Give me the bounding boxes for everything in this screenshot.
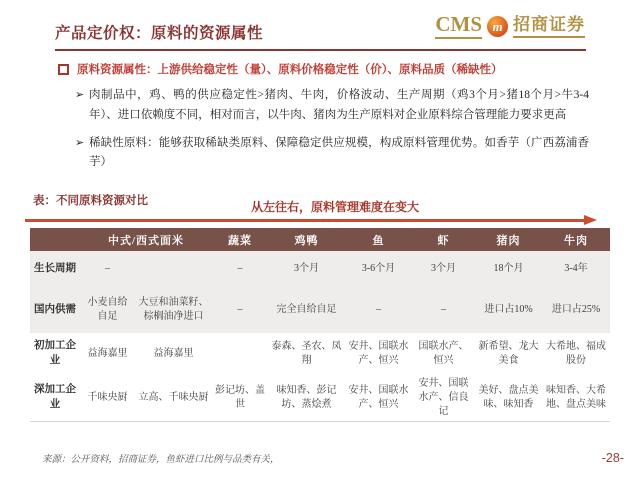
table-cell: – [345, 287, 412, 333]
arrow-line [25, 219, 584, 222]
page-title: 产品定价权：原料的资源属性 [55, 25, 264, 42]
page-number: -28- [601, 451, 624, 465]
sub-bullet-scarce-text: 稀缺性原料：能够获取稀缺类原料、保障稳定供应规模，构成原料管理优势。如香芋（广西荔浦香芋） [89, 136, 589, 169]
table-cell: 安井、国联水产、信良记 [412, 375, 475, 422]
column-header-shrimp: 虾 [412, 228, 475, 251]
table-cell: 完全自给自足 [268, 287, 345, 333]
column-header-noodles: 中式/西式面米 [80, 228, 212, 251]
table-cell: 安井、国联水产、恒兴 [348, 341, 409, 366]
column-header-blank [30, 228, 80, 251]
sub-bullet-meat [75, 86, 589, 126]
table-cell: 小麦自给自足 [80, 287, 135, 333]
table-cell: 泰森、圣农、凤翔 [271, 341, 342, 366]
arrow-bullet-icon: ➢ [75, 136, 85, 149]
table-cell: 味知香、彭记坊、蒸烩煮 [268, 375, 345, 422]
table-cell: – [212, 251, 268, 287]
main-bullet [57, 62, 589, 78]
difficulty-arrow [25, 215, 597, 226]
table-cell: 大希地、福成股份 [546, 341, 606, 366]
row-label: 国内供需 [30, 287, 80, 333]
table-caption: 表：不同原料资源对比 [33, 195, 148, 207]
square-bullet-icon [58, 64, 69, 75]
table-cell: 彭记坊、盖世 [212, 375, 268, 422]
sub-bullet-meat-text: 肉制品中，鸡、鸭的供应稳定性>猪肉、牛肉，价格波动、生产周期（鸡3个月>猪18个月>牛3-4年）、进口依赖度不同，相对而言，以牛肉、猪肉为生产原料对企业原料综合管理能力要求更高 [89, 89, 589, 121]
table-cell: 3个月 [268, 251, 345, 287]
difficulty-arrow-label: 从左往右，原料管理难度在变大 [250, 200, 419, 214]
table-cell [212, 333, 268, 375]
table-cell: 益海嘉里 [153, 348, 194, 359]
column-header-beef: 牛肉 [542, 228, 610, 251]
row-label: 初加工企业 [34, 340, 76, 366]
table-cell [135, 251, 212, 287]
column-header-poultry: 鸡鸭 [268, 228, 345, 251]
table-cell: 3-6个月 [345, 251, 412, 287]
table-cell: – [412, 287, 475, 333]
main-bullet-text: 原料资源属性：上游供给稳定性（量）、原料价格稳定性（价）、原料品质（稀缺性） [77, 64, 503, 76]
row-label: 深加工企业 [30, 375, 80, 422]
table-cell: 千味央厨 [80, 375, 135, 422]
table-cell: 新希望、龙大美食 [478, 341, 539, 366]
table-cell: 3-4年 [542, 251, 610, 287]
table-row-primary-processors [30, 333, 610, 375]
table-header-row [30, 228, 610, 251]
table-row-deep-processors [30, 375, 610, 422]
table-cell: 国联水产、恒兴 [418, 341, 469, 366]
cms-logo [435, 14, 585, 39]
row-label: 生长周期 [30, 251, 80, 287]
table-cell: 味知香、大希地、盘点美味 [542, 375, 610, 422]
table-cell: 18个月 [475, 251, 542, 287]
cms-emblem-icon: m [487, 16, 508, 37]
table-cell: 益海嘉里 [87, 348, 128, 359]
table-cell: 大豆和油菜籽、棕榈油净进口 [135, 287, 212, 333]
title-underline [55, 49, 586, 51]
table-cell: 进口占10% [475, 287, 542, 333]
table-cell: – [80, 251, 135, 287]
table-cell: 3个月 [412, 251, 475, 287]
table-row-growth-cycle [30, 251, 610, 287]
column-header-fish: 鱼 [345, 228, 412, 251]
table-row-domestic-supply [30, 287, 610, 333]
table-cell: 安井、国联水产、恒兴 [345, 375, 412, 422]
bullet-list [57, 62, 589, 173]
table-cell: – [212, 287, 268, 333]
source-note: 来源：公开资料，招商证券，鱼虾进口比例与品类有关， [42, 455, 280, 465]
column-header-pork: 猪肉 [475, 228, 542, 251]
arrow-bullet-icon: ➢ [75, 89, 85, 102]
materials-comparison-table [30, 228, 610, 422]
cms-logo-text: CMS [435, 14, 482, 39]
table-cell: 进口占25% [542, 287, 610, 333]
column-header-vegetable: 蔬菜 [212, 228, 268, 251]
arrow-head-icon [584, 215, 597, 225]
brand-name-text: 招商证券 [513, 16, 585, 38]
sub-bullet-scarce [75, 134, 589, 174]
table-cell: 美好、盘点美味、味知香 [475, 375, 542, 422]
table-cell: 立高、千味央厨 [135, 375, 212, 422]
